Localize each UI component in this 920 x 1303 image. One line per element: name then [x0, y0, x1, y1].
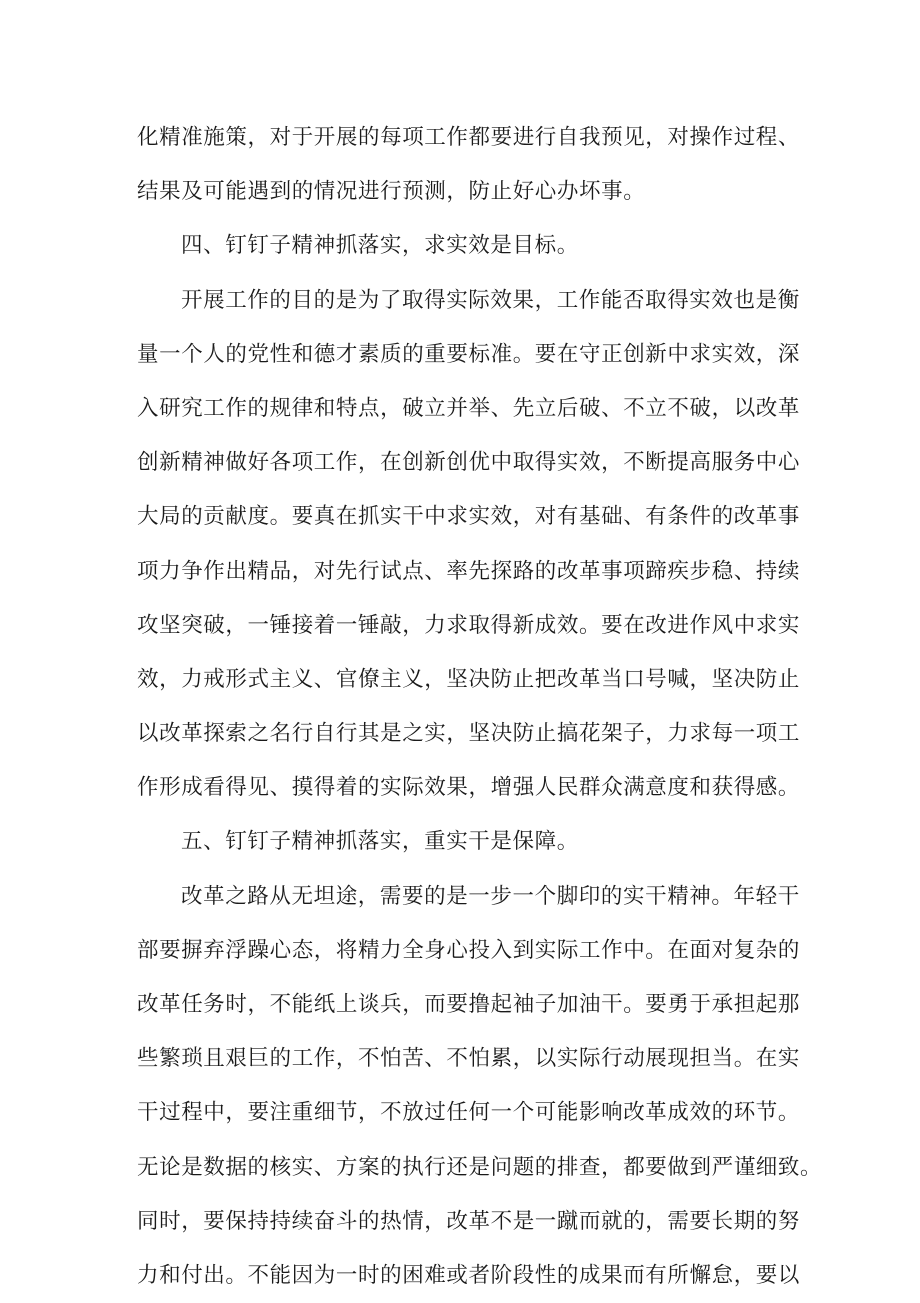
document-body: [137, 111, 823, 1303]
text-line: 作形成看得见、摸得着的实际效果，增强人民群众满意度和获得感。: [137, 775, 801, 801]
paragraph-start-line: 五、钉钉子精神抓落实，重实干是保障。: [181, 829, 579, 855]
text-line: 大局的贡献度。要真在抓实干中求实效，对有基础、有条件的改革事: [137, 504, 801, 530]
text-line: 同时，要保持持续奋斗的热情，改革不是一蹴而就的，需要长期的努: [137, 1208, 801, 1234]
text-line: 攻坚突破，一锤接着一锤敲，力求取得新成效。要在改进作风中求实: [137, 612, 801, 638]
text-line: 干过程中，要注重细节，不放过任何一个可能影响改革成效的环节。: [137, 1100, 801, 1126]
paragraph-start-line: 四、钉钉子精神抓落实，求实效是目标。: [181, 233, 579, 259]
text-line: 化精准施策，对于开展的每项工作都要进行自我预见，对操作过程、: [137, 125, 801, 150]
text-line: 入研究工作的规律和特点，破立并举、先立后破、不立不破，以改革: [137, 395, 801, 421]
text-line: 部要摒弃浮躁心态，将精力全身心投入到实际工作中。在面对复杂的: [137, 937, 801, 963]
text-line: 效，力戒形式主义、官僚主义，坚决防止把改革当口号喊，坚决防止: [137, 666, 801, 692]
text-line: 改革任务时，不能纸上谈兵，而要撸起袖子加油干。要勇于承担起那: [137, 992, 801, 1017]
paragraph-start-line: 改革之路从无坦途，需要的是一步一个脚印的实干精神。年轻干: [181, 883, 800, 909]
paragraph-start-line: 开展工作的目的是为了取得实际效果，工作能否取得实效也是衡: [181, 287, 800, 313]
text-line: 无论是数据的核实、方案的执行还是问题的排查，都要做到严谨细致。: [137, 1154, 823, 1180]
text-line: 以改革探索之名行自行其是之实，坚决防止搞花架子，力求每一项工: [137, 721, 801, 747]
text-line: 结果及可能遇到的情况进行预测，防止好心办坏事。: [137, 179, 646, 205]
text-line: 创新精神做好各项工作，在创新创优中取得实效，不断提高服务中心: [137, 450, 801, 476]
text-line: 项力争作出精品，对先行试点、率先探路的改革事项蹄疾步稳、持续: [137, 558, 801, 584]
text-line: 些繁琐且艰巨的工作，不怕苦、不怕累，以实际行动展现担当。在实: [137, 1046, 801, 1072]
text-line: 量一个人的党性和德才素质的重要标准。要在守正创新中求实效，深: [137, 341, 801, 367]
text-line: 力和付出。不能因为一时的困难或者阶段性的成果而有所懈怠，要以: [137, 1262, 801, 1288]
